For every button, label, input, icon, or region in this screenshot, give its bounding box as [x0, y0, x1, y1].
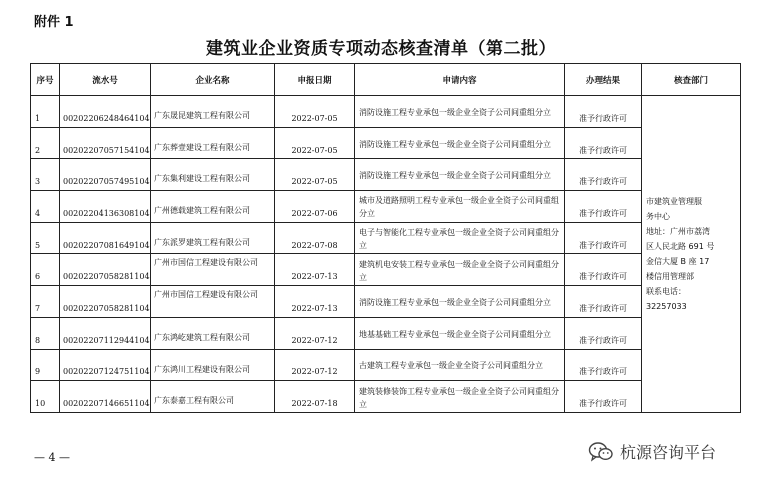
- table-row: [31, 317, 741, 349]
- row-company: 广东泰嘉工程有限公司: [151, 381, 275, 413]
- table-row: [31, 191, 741, 223]
- header-content: 申请内容: [355, 64, 565, 96]
- table-row: [31, 96, 741, 128]
- attachment-label: 附件 1: [34, 15, 74, 30]
- row-company: 广东鸿屹建筑工程有限公司: [151, 317, 275, 349]
- table-row: [31, 222, 741, 254]
- row-content: 城市及道路照明工程专业承包一级企业全资子公司间重组分立: [355, 191, 565, 223]
- department-line: 市建筑业管理服: [646, 196, 702, 206]
- department-address: 区人民北路 691 号: [646, 241, 715, 251]
- row-index: 2: [31, 127, 60, 159]
- table-row: [31, 127, 741, 159]
- page-title: 建筑业企业资质专项动态核查清单（第二批）: [206, 39, 556, 59]
- row-index: 3: [31, 159, 60, 191]
- row-content: 地基基础工程专业承包一级企业全资子公司间重组分立: [355, 317, 565, 349]
- row-result: 准予行政许可: [565, 381, 642, 413]
- row-date: 2022-07-12: [275, 349, 355, 381]
- table-row: [31, 349, 741, 381]
- row-result: 准予行政许可: [565, 317, 642, 349]
- row-date: 2022-07-08: [275, 222, 355, 254]
- row-serial: 00202207057495104: [60, 159, 151, 191]
- row-serial: 00202204136308104: [60, 191, 151, 223]
- row-company: 广东葬壹建设工程有限公司: [151, 127, 275, 159]
- header-index: 序号: [31, 64, 60, 96]
- row-date: 2022-07-05: [275, 96, 355, 128]
- table-row: [31, 381, 741, 413]
- header-date: 申报日期: [275, 64, 355, 96]
- department-address: 金信大厦 B 座 17: [646, 256, 710, 266]
- row-serial: 00202207124751104: [60, 349, 151, 381]
- row-company: 广州德载建筑工程有限公司: [151, 191, 275, 223]
- header-result: 办理结果: [565, 64, 642, 96]
- row-result: 准予行政许可: [565, 127, 642, 159]
- row-content: 消防设施工程专业承包一级企业全资子公司间重组分立: [355, 127, 565, 159]
- row-index: 7: [31, 286, 60, 318]
- row-index: 8: [31, 317, 60, 349]
- row-serial: 00202207081649104: [60, 222, 151, 254]
- row-content: 建筑机电安装工程专业承包一级企业全资子公司间重组分立: [355, 254, 565, 286]
- row-index: 10: [31, 381, 60, 413]
- row-date: 2022-07-13: [275, 254, 355, 286]
- table-row: [31, 254, 741, 286]
- row-index: 5: [31, 222, 60, 254]
- row-company: 广东派罗建筑工程有限公司: [151, 222, 275, 254]
- row-serial: 00202207058281104: [60, 254, 151, 286]
- row-index: 4: [31, 191, 60, 223]
- row-result: 准予行政许可: [565, 349, 642, 381]
- table-row: [31, 159, 741, 191]
- row-date: 2022-07-06: [275, 191, 355, 223]
- row-date: 2022-07-18: [275, 381, 355, 413]
- row-serial: 00202207112944104: [60, 317, 151, 349]
- row-content: 消防设施工程专业承包一级企业全资子公司间重组分立: [355, 159, 565, 191]
- row-date: 2022-07-13: [275, 286, 355, 318]
- department-phone: 32257033: [646, 301, 687, 311]
- row-company: 广州市国信工程建设有限公司: [151, 254, 275, 286]
- row-date: 2022-07-05: [275, 127, 355, 159]
- wechat-logo-icon: [588, 441, 614, 463]
- row-serial: 00202206248464104: [60, 96, 151, 128]
- row-serial: 00202207058281104: [60, 286, 151, 318]
- row-date: 2022-07-12: [275, 317, 355, 349]
- table-row: [31, 286, 741, 318]
- row-result: 准予行政许可: [565, 222, 642, 254]
- row-result: 准予行政许可: [565, 96, 642, 128]
- header-serial: 流水号: [60, 64, 151, 96]
- header-company: 企业名称: [151, 64, 275, 96]
- row-result: 准予行政许可: [565, 254, 642, 286]
- header-department: 核查部门: [642, 64, 741, 96]
- department-address: 楼信用管理部: [646, 271, 694, 281]
- watermark: [588, 440, 716, 463]
- row-company: 广东集利建设工程有限公司: [151, 159, 275, 191]
- row-result: 准予行政许可: [565, 159, 642, 191]
- department-phone-label: 联系电话：: [646, 286, 686, 296]
- row-result: 准予行政许可: [565, 191, 642, 223]
- department-address: 地址：广州市荔湾: [646, 226, 710, 236]
- page-number: — 4 —: [34, 451, 70, 464]
- row-content: 消防设施工程专业承包一级企业全资子公司间重组分立: [355, 286, 565, 318]
- row-content: 电子与智能化工程专业承包一级企业全资子公司间重组分立: [355, 222, 565, 254]
- row-result: 准予行政许可: [565, 286, 642, 318]
- row-content: 古建筑工程专业承包一级企业全资子公司间重组分立: [355, 349, 565, 381]
- row-serial: 00202207146651104: [60, 381, 151, 413]
- row-date: 2022-07-05: [275, 159, 355, 191]
- row-index: 1: [31, 96, 60, 128]
- row-company: 广东晟昆建筑工程有限公司: [151, 96, 275, 128]
- row-content: 建筑装修装饰工程专业承包一级企业全资子公司间重组分立: [355, 381, 565, 413]
- row-index: 9: [31, 349, 60, 381]
- row-company: 广东鸿川工程建设有限公司: [151, 349, 275, 381]
- department-line: 务中心: [646, 211, 670, 221]
- qualification-check-table: [30, 63, 741, 413]
- table-header-row: [31, 64, 741, 96]
- row-index: 6: [31, 254, 60, 286]
- department-cell: [642, 96, 741, 413]
- row-content: 消防设施工程专业承包一级企业全资子公司间重组分立: [355, 96, 565, 128]
- watermark-text: 杭源咨询平台: [620, 443, 717, 462]
- row-serial: 00202207057154104: [60, 127, 151, 159]
- row-company: 广州市国信工程建设有限公司: [151, 286, 275, 318]
